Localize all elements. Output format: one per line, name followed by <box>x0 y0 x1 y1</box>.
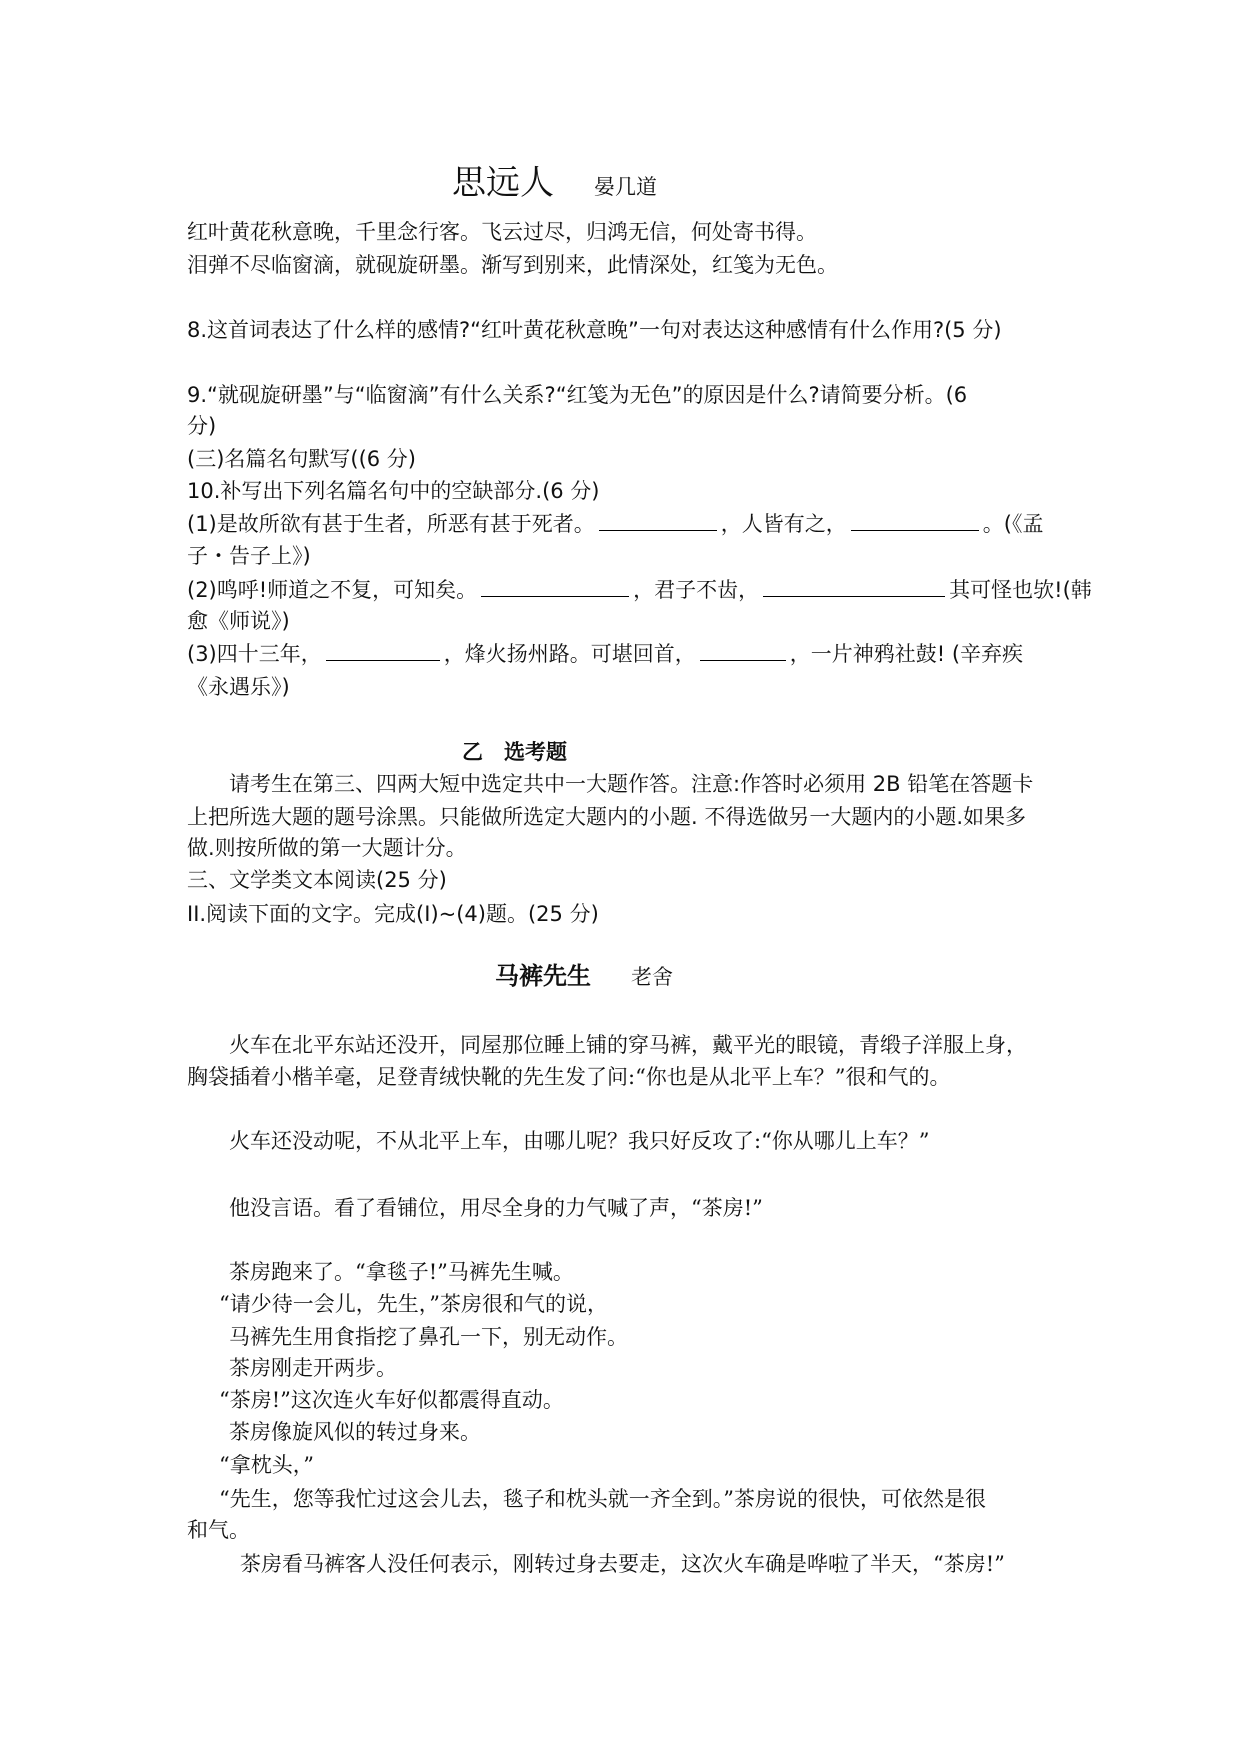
poem-heading <box>452 163 657 203</box>
question-10-2-cont: 愈《师说》) <box>187 609 290 633</box>
answer-blank <box>851 512 979 531</box>
story-paragraph: 茶房刚走开两步。 <box>229 1356 397 1380</box>
text: ，烽火扬州路。可堪回首， <box>443 642 696 666</box>
story-paragraph: “先生，您等我忙过这会儿去，毯子和枕头就一齐全到。”茶房说的很快，可依然是很 <box>219 1487 986 1511</box>
instruction: II.阅读下面的文字。完成(I)~(4)题。(25 分) <box>187 902 599 926</box>
elective-paragraph: 做.则按所做的第一大题计分。 <box>187 836 467 860</box>
question-10: 10.补写出下列名篇名句中的空缺部分.(6 分) <box>187 479 600 503</box>
question-9: 9.“就砚旋研墨”与“临窗滴”有什么关系?“红笺为无色”的原因是什么?请简要分析。(6 <box>187 383 968 407</box>
poem-author: 晏几道 <box>594 175 657 199</box>
question-10-1 <box>187 511 1043 537</box>
answer-blank <box>481 578 629 597</box>
story-paragraph: 和气。 <box>187 1518 250 1542</box>
story-paragraph: 胸袋插着小楷羊毫，足登青绒快靴的先生发了问:“你也是从北平上车？”很和气的。 <box>187 1065 951 1089</box>
question-10-2 <box>187 577 1092 603</box>
poem-line: 泪弹不尽临窗滴，就砚旋研墨。渐写到别来，此情深处，红笺为无色。 <box>187 253 838 277</box>
section-heading: 三、文学类文本阅读(25 分) <box>187 868 447 892</box>
answer-blank <box>326 642 440 661</box>
text: ，人皆有之， <box>720 512 847 536</box>
story-heading <box>495 963 673 990</box>
poem-line: 红叶黄花秋意晚，千里念行客。飞云过尽，归鸿无信，何处寄书得。 <box>187 220 817 244</box>
elective-heading: 乙 选考题 <box>462 740 567 764</box>
text: (1)是故所欲有甚于生者，所恶有甚于死者。 <box>187 512 595 536</box>
question-8: 8.这首词表达了什么样的感情?“红叶黄花秋意晚”一句对表达这种感情有什么作用?(5 分) <box>187 318 1002 342</box>
text: 。(《孟 <box>982 512 1044 536</box>
section-heading: (三)名篇名句默写((6 分) <box>187 447 416 471</box>
elective-paragraph: 上把所选大题的题号涂黑。只能做所选定大题内的小题. 不得选做另一大题内的小题.如果多 <box>187 805 1027 829</box>
story-paragraph: 马裤先生用食指挖了鼻孔一下，别无动作。 <box>229 1325 628 1349</box>
story-paragraph: 火车在北平东站还没开，同屋那位睡上铺的穿马裤，戴平光的眼镜，青缎子洋服上身， <box>229 1033 1027 1057</box>
answer-blank <box>700 642 786 661</box>
text: ，君子不齿， <box>633 578 760 602</box>
question-10-3-cont: 《永遇乐》) <box>187 675 290 699</box>
story-author: 老舍 <box>631 965 673 989</box>
answer-blank <box>599 512 717 531</box>
story-paragraph: 茶房像旋风似的转过身来。 <box>229 1420 481 1444</box>
text: (2)鸣呼!师道之不复，可知矣。 <box>187 578 478 602</box>
text: 其可怪也欤!(韩 <box>949 578 1092 602</box>
question-10-1-cont: 子・告子上》) <box>187 544 311 568</box>
text: ，一片神鸦社鼓! (辛弃疾 <box>789 642 1024 666</box>
story-paragraph: “拿枕头，” <box>219 1453 314 1477</box>
story-paragraph: “请少待一会儿，先生，”茶房很和气的说， <box>219 1292 608 1316</box>
story-paragraph: 茶房看马裤客人没任何表示，刚转过身去要走，这次火车确是哗啦了半天，“茶房!” <box>240 1552 1005 1576</box>
answer-blank <box>763 578 945 597</box>
story-title: 马裤先生 <box>495 962 591 990</box>
story-paragraph: 茶房跑来了。“拿毯子!”马裤先生喊。 <box>229 1260 574 1284</box>
story-paragraph: 火车还没动呢，不从北平上车，由哪儿呢？我只好反攻了:“你从哪儿上车？” <box>229 1129 930 1153</box>
story-paragraph: “茶房!”这次连火车好似都震得直动。 <box>219 1388 564 1412</box>
story-paragraph: 他没言语。看了看铺位，用尽全身的力气喊了声，“茶房!” <box>229 1196 763 1220</box>
poem-title: 思远人 <box>452 163 554 203</box>
question-10-3 <box>187 641 1023 667</box>
text: (3)四十三年， <box>187 642 322 666</box>
elective-paragraph: 请考生在第三、四两大短中选定共中一大题作答。注意:作答时必须用 2B 铅笔在答题卡 <box>229 772 1034 796</box>
question-9-cont: 分) <box>187 414 217 438</box>
